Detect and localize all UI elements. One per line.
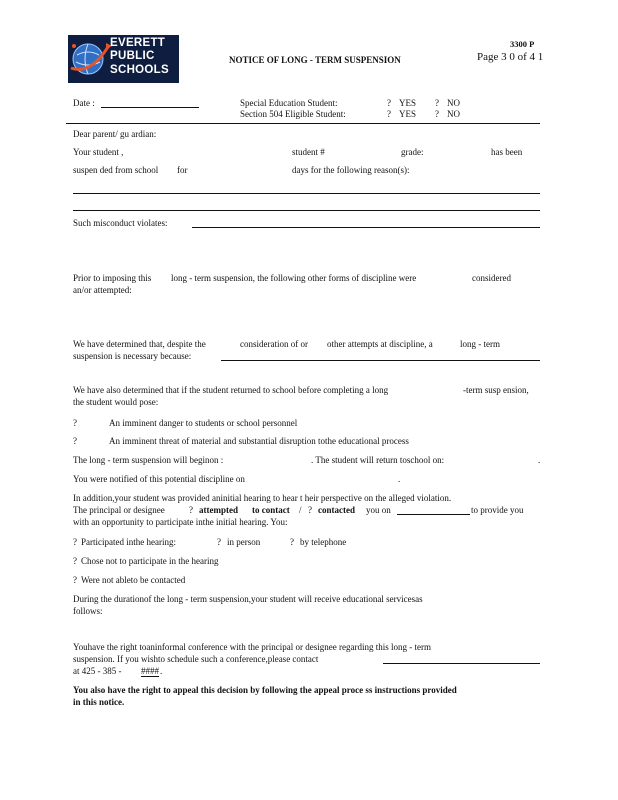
slash-separator: / (299, 505, 302, 515)
disruption-option-text: An imminent threat of material and substantial disruption tothe educational process (109, 436, 409, 446)
to-provide-text: to provide you (471, 505, 524, 515)
returned-text-c: the student would pose: (73, 397, 159, 407)
determined-text-a: We have determined that, despite the (73, 339, 206, 349)
determined-text-d: long - term (460, 339, 500, 349)
greeting: Dear parent/ gu ardian: (73, 129, 157, 139)
determined-text-c: other attempts at discipline, a (327, 339, 433, 349)
section504-label: Section 504 Eligible Student: (240, 109, 346, 119)
your-student-label: Your student , (73, 147, 124, 157)
contact-on-label: you on (366, 505, 391, 515)
header-divider (66, 123, 540, 124)
conference-text-b: suspension. If you wishto schedule such a conference,please contact (73, 654, 319, 664)
determined-text-b: consideration of or (240, 339, 308, 349)
phone-end-period: . (160, 666, 163, 676)
determined-text-e: suspension is necessary because: (73, 351, 192, 361)
prior-text-c: considered (472, 273, 511, 283)
section504-no-checkbox[interactable]: ? NO (435, 109, 460, 119)
begin-text-b: . The student will return toschool on: (311, 455, 445, 465)
disruption-checkbox[interactable]: ? (73, 436, 77, 446)
student-number-label: student # (292, 147, 325, 157)
prior-text-b: long - term suspension, the following other forms of discipline were (171, 273, 417, 283)
prior-text-a: Prior to imposing this (73, 273, 152, 283)
section504-yes-checkbox[interactable]: ? YES (387, 109, 417, 119)
notified-end-period: . (398, 474, 401, 484)
violates-label: Such misconduct violates: (73, 218, 168, 228)
has-been-text: has been (491, 147, 523, 157)
date-label: Date : (73, 98, 95, 108)
policy-code: 3300 P (510, 39, 535, 49)
special-ed-label: Special Education Student: (240, 98, 338, 108)
logo-text-line2: PUBLIC (110, 50, 155, 62)
contacted-checkbox[interactable]: ? (308, 505, 312, 515)
danger-checkbox[interactable]: ? (73, 418, 77, 428)
logo-text-line3: SCHOOLS (110, 64, 169, 76)
prior-text-d: an/or attempted: (73, 285, 132, 295)
special-ed-yes-checkbox[interactable]: ? YES (387, 98, 417, 108)
phone-prefix: at 425 - 385 - (73, 666, 122, 676)
violates-field[interactable] (192, 227, 540, 228)
grade-label: grade: (401, 147, 424, 157)
determined-field[interactable] (221, 360, 540, 361)
begin-text-a: The long - term suspension will beginon : (73, 455, 224, 465)
page-indicator: Page 3 0 of 4 1 (477, 51, 544, 63)
hearing-text-1: In addition,your student was provided aninitial hearing to hear t heir perspective on the alleged violation. (73, 493, 452, 503)
not-able-checkbox[interactable]: ? Were not ableto be contacted (73, 575, 186, 585)
participated-checkbox[interactable]: ? Participated inthe hearing: (73, 537, 176, 547)
begin-end-period: . (538, 455, 541, 465)
reason-line-2[interactable] (73, 210, 540, 211)
logo-text-line1: EVERETT (110, 37, 166, 49)
contact-date-field[interactable] (397, 514, 470, 515)
danger-option-text: An imminent danger to students or school personnel (109, 418, 298, 428)
telephone-checkbox[interactable]: ? by telephone (290, 537, 347, 547)
district-logo (68, 35, 179, 83)
in-person-checkbox[interactable]: ? in person (217, 537, 261, 547)
suspended-text: suspen ded from school (73, 165, 159, 175)
hearing-text-3: with an opportunity to participate inthe initial hearing. You: (73, 517, 288, 527)
attempted-label: attempted (199, 505, 238, 515)
returned-text-a: We have also determined that if the student returned to school before completing a long (73, 385, 389, 395)
reason-line-1[interactable] (73, 193, 540, 194)
chose-not-checkbox[interactable]: ? Chose not to participate in the hearing (73, 556, 219, 566)
appeal-text-a: You also have the right to appeal this decision by following the appeal proce ss instructions provided (73, 685, 457, 695)
notified-text: You were notified of this potential discipline on (73, 474, 245, 484)
special-ed-no-checkbox[interactable]: ? NO (435, 98, 460, 108)
document-title: NOTICE OF LONG - TERM SUSPENSION (229, 55, 401, 65)
during-text-a: During the durationof the long - term suspension,your student will receive educational servicesas (73, 594, 423, 604)
to-contact-label: to contact (252, 505, 290, 515)
hearing-text-2a: The principal or designee (73, 505, 165, 515)
for-text: for (177, 165, 188, 175)
appeal-text-b: in this notice. (73, 697, 125, 707)
contacted-label: contacted (318, 505, 355, 515)
date-field[interactable] (101, 107, 199, 108)
contact-name-field[interactable] (383, 663, 540, 664)
phone-extension: #### (141, 666, 159, 676)
returned-text-b: -term susp ension, (463, 385, 529, 395)
attempted-checkbox[interactable]: ? (189, 505, 193, 515)
during-text-b: follows: (73, 606, 103, 616)
conference-text-a: Youhave the right toaninformal conference with the principal or designee regarding this long - term (73, 642, 431, 652)
days-reason-text: days for the following reason(s): (292, 165, 410, 175)
